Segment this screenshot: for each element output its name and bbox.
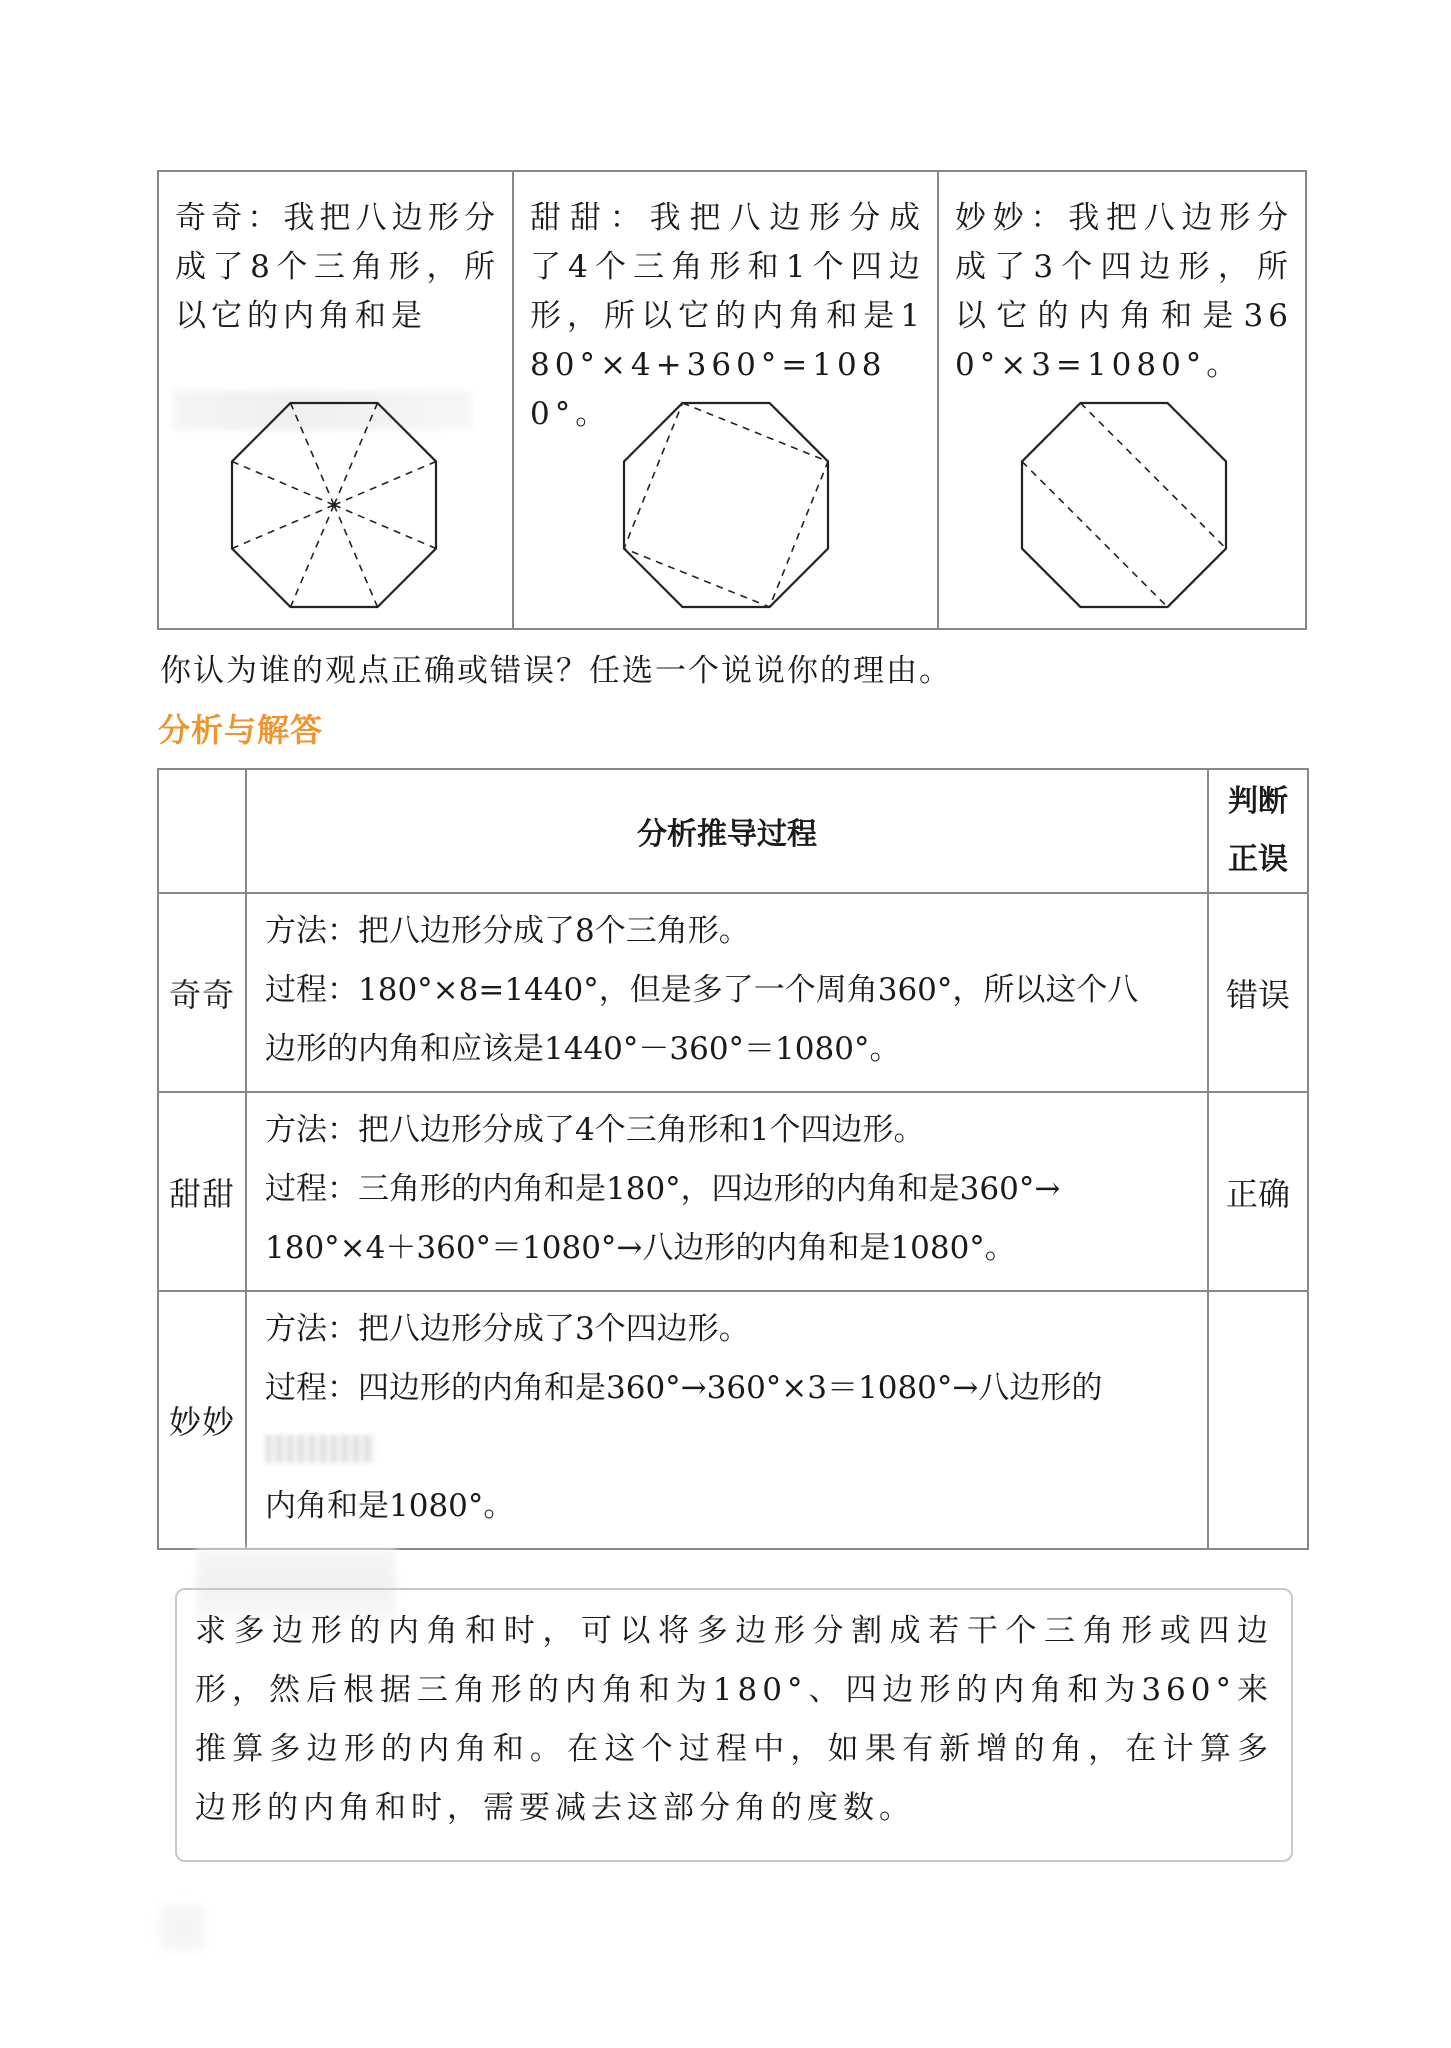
row-process-qiqi — [246, 893, 1208, 1092]
process-line: 方法：把八边形分成了8个三角形。 — [265, 913, 750, 949]
row-name-qiqi: 奇奇 — [158, 893, 246, 1092]
header-judge-line2: 正误 — [1228, 842, 1288, 877]
table-row — [158, 1092, 1308, 1291]
viewpoint-qiqi — [159, 172, 512, 628]
row-judgement-tiantian: 正确 — [1208, 1092, 1308, 1291]
viewpoint-miaomiao — [937, 172, 1305, 628]
blurred-region — [265, 1435, 375, 1463]
octagon-4-triangles-1-quad-figure — [621, 400, 831, 610]
header-judge-line1: 判断 — [1228, 784, 1288, 819]
table-row — [158, 893, 1308, 1092]
summary-box — [175, 1588, 1293, 1862]
process-line: 方法：把八边形分成了4个三角形和1个四边形。 — [265, 1112, 925, 1148]
process-line: 180°×4＋360°＝1080°→八边形的内角和是1080°。 — [265, 1230, 1016, 1266]
process-line: 方法：把八边形分成了3个四边形。 — [265, 1311, 750, 1347]
process-line: 边形的内角和应该是1440°－360°＝1080°。 — [265, 1031, 901, 1067]
row-name-tiantian: 甜甜 — [158, 1092, 246, 1291]
table-row — [158, 1291, 1308, 1549]
analysis-header-row — [158, 769, 1308, 893]
viewpoint-tiantian — [512, 172, 937, 628]
section-title: 分析与解答 — [158, 711, 324, 749]
process-line: 过程：180°×8=1440°，但是多了一个周角360°，所以这个八 — [265, 972, 1139, 1008]
header-empty-cell — [158, 769, 246, 893]
process-line: 内角和是1080°。 — [265, 1488, 515, 1524]
question-text: 你认为谁的观点正确或错误？任选一个说说你的理由。 — [160, 653, 952, 689]
viewpoint-miaomiao-text: 妙妙：我把八边形分成了3个四边形，所以它的内角和是360°×3=1080°。 — [955, 200, 1293, 383]
summary-text: 求多边形的内角和时，可以将多边形分割成若干个三角形或四边形，然后根据三角形的内角和为180°、四边形的内角和为360°来推算多边形的内角和。在这个过程中，如果有新增的角，在计算多边形的内角和时，需要减去这部分角的度数。 — [195, 1613, 1273, 1826]
viewpoint-tiantian-text: 甜甜：我把八边形分成了4个三角形和1个四边形，所以它的内角和是180°×4+360°=1080°。 — [530, 200, 925, 432]
blurred-region — [160, 1905, 205, 1950]
process-line: 过程：三角形的内角和是180°，四边形的内角和是360°→ — [265, 1171, 1061, 1207]
row-judgement-miaomiao — [1208, 1291, 1308, 1549]
row-process-miaomiao — [246, 1291, 1208, 1549]
viewpoint-qiqi-text: 奇奇：我把八边形分成了8个三角形，所以它的内角和是 — [175, 200, 500, 334]
viewpoints-table — [157, 170, 1307, 630]
process-line — [265, 1359, 1193, 1477]
row-process-tiantian — [246, 1092, 1208, 1291]
analysis-table — [157, 768, 1309, 1550]
header-judge — [1208, 769, 1308, 893]
row-name-miaomiao: 妙妙 — [158, 1291, 246, 1549]
octagon-3-quads-figure — [1019, 400, 1229, 610]
octagon-8-triangles-figure — [229, 400, 439, 610]
row-judgement-qiqi: 错误 — [1208, 893, 1308, 1092]
process-line-text: 过程：四边形的内角和是360°→360°×3＝1080°→八边形的 — [265, 1370, 1103, 1406]
header-process: 分析推导过程 — [246, 769, 1208, 893]
